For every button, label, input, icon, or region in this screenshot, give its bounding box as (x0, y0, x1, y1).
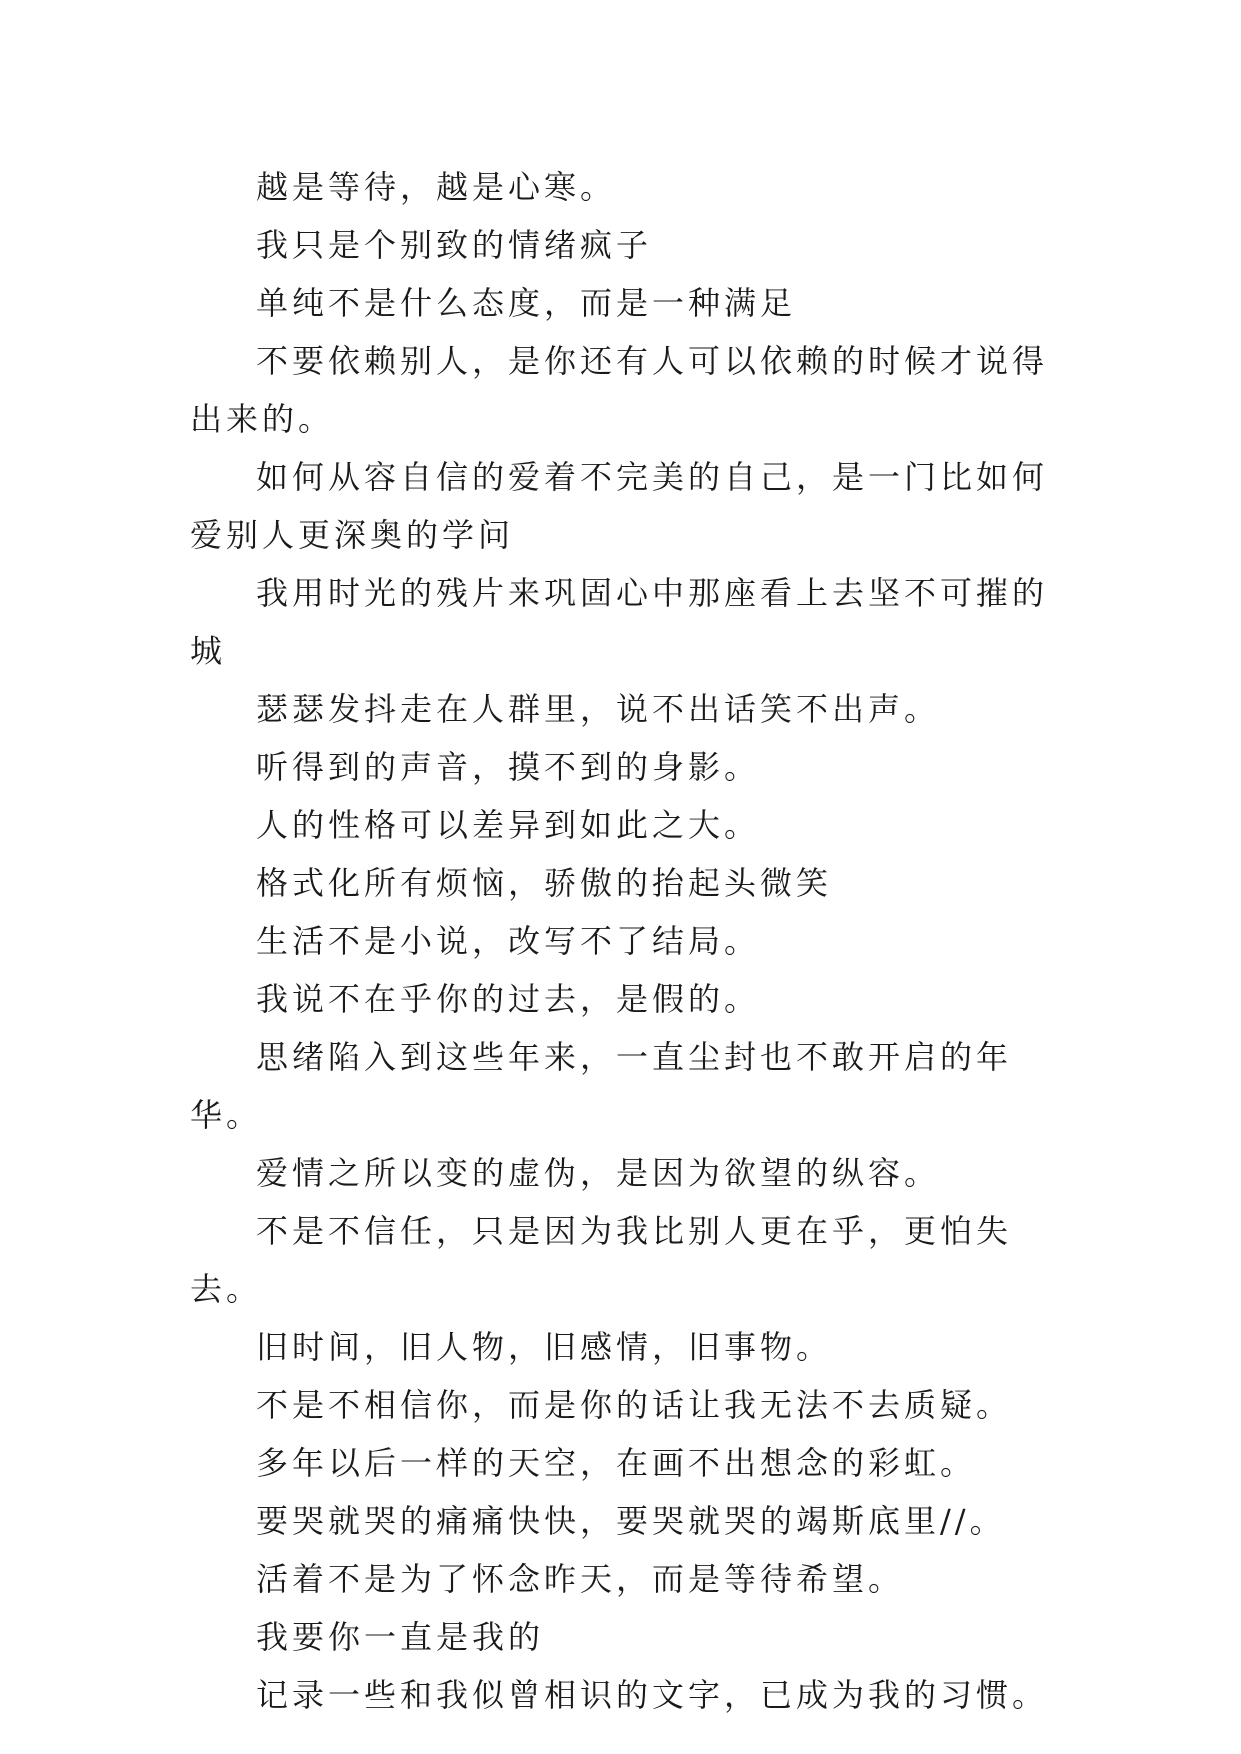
paragraph: 爱情之所以变的虚伪，是因为欲望的纵容。 (256, 1154, 941, 1192)
paragraph: 生活不是小说，改写不了结局。 (256, 922, 761, 960)
paragraph: 如何从容自信的爱着不完美的自己，是一门比如何爱别人更深奥的学问 (190, 458, 1049, 554)
paragraph: 单纯不是什么态度，而是一种满足 (256, 284, 797, 322)
paragraph: 我只是个别致的情绪疯子 (256, 226, 653, 264)
paragraph: 我说不在乎你的过去，是假的。 (256, 980, 761, 1018)
paragraph: 记录一些和我似曾相识的文字，已成为我的习惯。 (256, 1676, 1049, 1714)
paragraph: 瑟瑟发抖走在人群里，说不出话笑不出声。 (256, 690, 941, 728)
paragraph: 思绪陷入到这些年来，一直尘封也不敢开启的年华。 (190, 1038, 1013, 1134)
paragraph: 越是等待，越是心寒。 (256, 168, 617, 206)
paragraph: 我要你一直是我的 (256, 1618, 545, 1656)
paragraph: 人的性格可以差异到如此之大。 (256, 806, 761, 844)
paragraph: 不是不信任，只是因为我比别人更在乎，更怕失去。 (190, 1212, 1013, 1308)
paragraph: 我用时光的残片来巩固心中那座看上去坚不可摧的城 (190, 574, 1049, 670)
paragraph: 不是不相信你，而是你的话让我无法不去质疑。 (256, 1386, 1013, 1424)
paragraph: 不要依赖别人，是你还有人可以依赖的时候才说得出来的。 (190, 342, 1049, 438)
paragraph: 多年以后一样的天空，在画不出想念的彩虹。 (256, 1444, 977, 1482)
paragraph: 要哭就哭的痛痛快快，要哭就哭的竭斯底里//。 (256, 1502, 1006, 1540)
document-body (190, 158, 1054, 1724)
paragraph: 旧时间，旧人物，旧感情，旧事物。 (256, 1328, 833, 1366)
paragraph: 听得到的声音，摸不到的身影。 (256, 748, 761, 786)
paragraph: 格式化所有烦恼，骄傲的抬起头微笑 (256, 864, 833, 902)
paragraph: 活着不是为了怀念昨天，而是等待希望。 (256, 1560, 905, 1598)
